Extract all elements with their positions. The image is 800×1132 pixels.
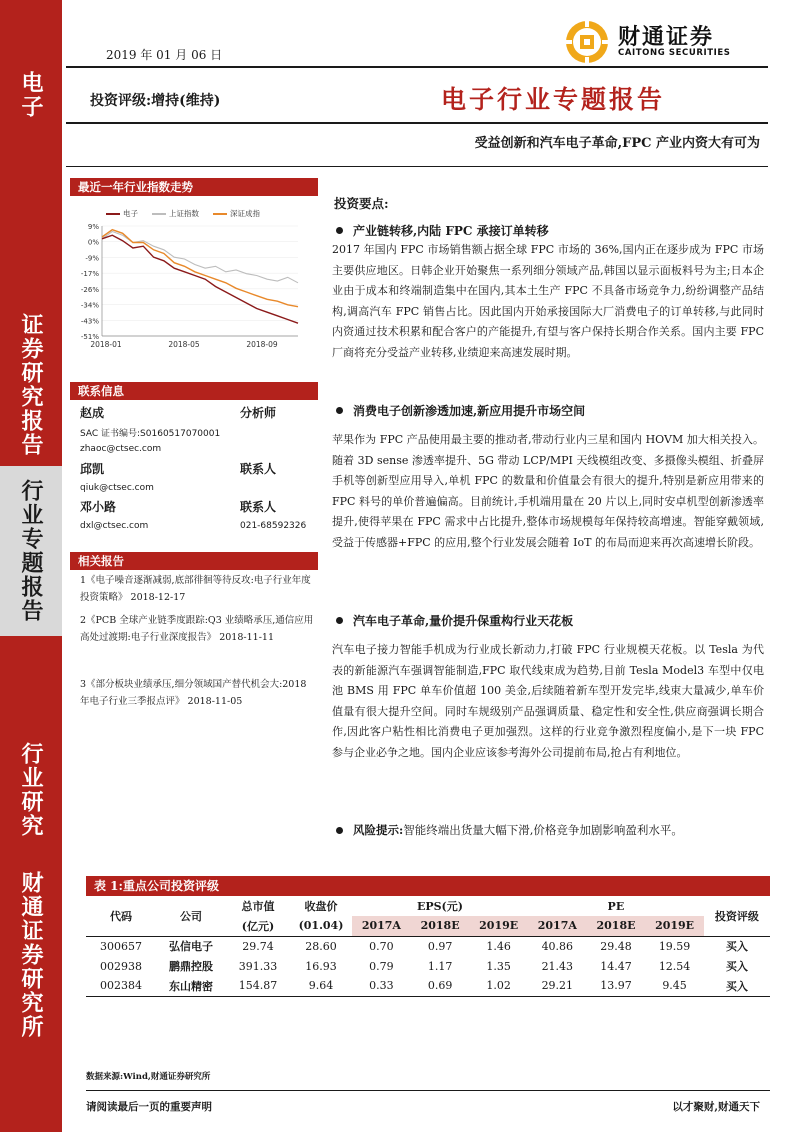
header-divider-bottom <box>66 122 768 124</box>
col-year: 2019E <box>469 916 528 936</box>
cell: 1.46 <box>486 939 511 953</box>
contact-email-2[interactable]: qiuk@ctsec.com <box>80 483 154 493</box>
logo-emblem-icon <box>562 18 612 66</box>
cell: 19.59 <box>658 939 691 953</box>
side-label-sector: 电子 <box>18 71 44 119</box>
bullet-icon <box>336 227 343 234</box>
contact-role-3: 联系人 <box>240 500 277 514</box>
related-section-title: 相关报告 <box>70 552 318 570</box>
table-row <box>86 956 770 976</box>
point-3-heading <box>332 612 573 629</box>
data-source: 数据来源:Wind,财通证券研究所 <box>86 1072 211 1082</box>
cell: 买入 <box>725 960 748 973</box>
y-tick-label: -26% <box>80 285 99 294</box>
related-report-1[interactable]: 1《电子噪音逐渐减弱,底部徘徊等待反攻:电子行业年度投资策略》 2018-12-17 <box>80 575 311 603</box>
legend-item-0 <box>106 208 138 219</box>
chart-legend <box>106 208 260 219</box>
subtitle-divider <box>66 166 768 167</box>
header-divider-top <box>66 66 768 68</box>
risk-text: 智能终端出货量大幅下滑,价格竞争加剧影响盈利水平。 <box>403 823 683 837</box>
legend-swatch-0 <box>106 213 120 215</box>
logo-subtitle: CAITONG SECURITIES <box>618 48 731 58</box>
cell: 买入 <box>725 940 748 954</box>
side-label-report-type: 行业专题报告 <box>0 466 62 636</box>
y-tick-label: -43% <box>80 317 99 326</box>
col-code: 代码 <box>86 896 156 936</box>
analyst-name-1: 赵成 <box>80 406 105 420</box>
company-rating-table <box>86 896 770 997</box>
col-eps: EPS(元) <box>416 900 463 913</box>
contact-email-3[interactable]: dxl@ctsec.com <box>80 521 149 531</box>
y-tick-label: -17% <box>80 270 99 279</box>
cell: 002384 <box>100 979 142 993</box>
contact-phone-3: 021-68592326 <box>240 521 307 531</box>
cell: 29.21 <box>541 979 574 993</box>
table-title: 表 1:重点公司投资评级 <box>86 876 770 896</box>
report-subtitle: 受益创新和汽车电子革命,FPC 产业内资大有可为 <box>474 136 760 151</box>
y-tick-label: -51% <box>80 333 99 341</box>
legend-swatch-1 <box>152 213 166 215</box>
col-year: 2019E <box>645 916 704 936</box>
legend-label-1: 上证指数 <box>169 209 199 218</box>
legend-label-0: 电子 <box>123 209 138 218</box>
cell: 0.69 <box>427 979 453 993</box>
point-3-heading-text: 汽车电子革命,量价提升保重构行业天花板 <box>353 614 574 628</box>
point-2-heading-text: 消费电子创新渗透加速,新应用提升市场空间 <box>353 404 586 418</box>
cell: 0.33 <box>369 979 394 993</box>
index-chart <box>70 208 320 360</box>
cell: 弘信电子 <box>169 940 213 954</box>
col-rating: 投资评级 <box>704 896 770 936</box>
cell: 21.43 <box>541 959 574 973</box>
cell: 28.60 <box>305 939 337 953</box>
cell: 0.70 <box>369 939 394 953</box>
point-1-text: 2017 年国内 FPC 市场销售额占据全球 FPC 市场的 36%,国内正在逐步成为 FPC 市场主要供应地区。日韩企业开始聚焦一系列细分领域产品,韩国以显示面板料号为主;日本企业由于成本和终端制造集中在国内,其本土生产 FPC 不具备市场竞争力,纷纷调整产品结构,调高汽车 FPC 销售占比。因此国内开始承接国际大厂消费电子的订单转移,与此同时内资通过技术积累和配合客户的产能提升,有望与客户保持长期合作关系。国内主要 FPC 厂商将充分受益产业转移,业绩迎来高速发展时期。 <box>332 243 764 359</box>
bullet-icon <box>336 617 343 624</box>
cell: 16.93 <box>305 959 337 973</box>
cell: 东山精密 <box>169 979 213 993</box>
col-company: 公司 <box>156 896 226 936</box>
related-report-3[interactable]: 3《部分板块业绩承压,细分领域国产替代机会大:2018 年电子行业三季报点评》 2018-11-05 <box>80 679 307 707</box>
report-title: 电子行业专题报告 <box>440 85 665 114</box>
footer-slogan: 以才聚财,财通天下 <box>672 1101 760 1113</box>
cell: 29.48 <box>600 939 632 953</box>
bullet-icon <box>336 827 343 834</box>
side-label-research: 证券研究报告 <box>18 313 44 457</box>
col-mcap-unit: (亿元) <box>226 916 290 936</box>
col-price-date: (01.04) <box>290 916 352 936</box>
cell: 300657 <box>100 939 142 953</box>
cell: 40.86 <box>541 939 574 953</box>
footer-disclaimer: 请阅读最后一页的重要声明 <box>86 1101 212 1113</box>
cell: 1.02 <box>486 979 511 993</box>
y-tick-label: -9% <box>85 254 99 263</box>
cell: 002938 <box>100 959 142 973</box>
cell: 154.87 <box>238 979 278 993</box>
point-3-text: 汽车电子接力智能手机成为行业成长新动力,打破 FPC 行业规模天花板。以 Tesla 为代表的新能源汽车强调智能制造,FPC 取代线束成为趋势,目前 Tesla Model3 车型中仅电池 BMS 用 FPC 单车价值超 100 美金,后续随着新车型开发完毕,线束大量减少,单车价值量有很大提升空间。同时车规级别产品强调质量、稳定性和安全性,供应商强调长期合作,因此客户粘性相比消费电子更加强烈。这样的行业竞争激烈程度偏小,是下一块 FPC 参与企业必争之地。国内企业应该参考海外公司提前布局,抢占有利地位。 <box>332 643 764 759</box>
footer-divider <box>86 1090 770 1091</box>
contact-role-2: 联系人 <box>240 462 277 476</box>
cell: 9.45 <box>662 979 687 993</box>
cell: 13.97 <box>600 979 632 993</box>
legend-swatch-2 <box>213 213 227 215</box>
side-label-institute: 财通证券研究所 <box>18 871 44 1039</box>
col-pe: PE <box>607 899 625 913</box>
table-row <box>86 976 770 996</box>
col-mcap: 总市值 <box>241 900 275 913</box>
index-chart-svg <box>70 220 320 360</box>
analyst-email-1[interactable]: zhaoc@ctsec.com <box>80 444 162 454</box>
legend-item-1 <box>152 208 199 219</box>
point-2-text: 苹果作为 FPC 产品使用最主要的推动者,带动行业内三星和国内 HOVM 加大相关投入。随着 3D sense 渗透率提升、5G 带动 LCP/MPI 天线模组改变、多摄像头模组、折叠屏手机等创新型应用导入,单机 FPC 的数量和价值量会有很大的提升,特别是新应用带来的 FPC 料号的单价普遍偏高。目前统计,手机端用量在 20 片以上,同时安卓机型创新渗透率提升,使得苹果在 FPC 需求中占比提升,整体市场规模每年保持较高增速。智能穿戴领域,受益于传感器+FPC 的应用,整个行业发展会随着 IoT 的布局而迎来再次高速增长阶段。 <box>332 433 764 549</box>
col-price: 收盘价 <box>304 900 338 913</box>
bullet-icon <box>336 407 343 414</box>
legend-item-2 <box>213 208 260 219</box>
cell: 0.97 <box>427 939 453 953</box>
point-1-heading-text: 产业链转移,内陆 FPC 承接订单转移 <box>353 224 549 238</box>
series-line-2 <box>102 230 298 307</box>
y-tick-label: 0% <box>87 238 99 247</box>
cell: 鹏鼎控股 <box>169 960 213 973</box>
side-label-industry: 行业研究 <box>18 742 44 838</box>
related-report-2[interactable]: 2《PCB 全球产业链季度跟踪:Q3 业绩略承压,通信应用高处过渡期:电子行业深度报告》 2018-11-11 <box>80 615 314 643</box>
index-section-title: 最近一年行业指数走势 <box>70 178 318 196</box>
risk-warning <box>332 822 683 838</box>
cell: 1.35 <box>486 959 511 973</box>
y-tick-label: -34% <box>80 301 99 310</box>
investment-rating: 投资评级:增持(维持) <box>90 93 221 109</box>
col-year: 2018E <box>587 916 646 936</box>
report-date: 2019 年 01 月 06 日 <box>106 48 223 62</box>
cell: 1.17 <box>427 959 453 973</box>
col-year: 2017A <box>528 916 587 936</box>
x-tick-label: 2018-09 <box>246 340 278 349</box>
side-band <box>0 0 62 1132</box>
point-1-heading <box>332 222 549 239</box>
table-row <box>86 936 770 956</box>
x-tick-label: 2018-05 <box>168 340 200 349</box>
x-tick-label: 2018-01 <box>90 340 122 349</box>
cell: 0.79 <box>369 959 394 973</box>
key-points-title: 投资要点: <box>334 196 389 211</box>
cell: 12.54 <box>658 959 691 973</box>
cell: 9.64 <box>308 979 334 993</box>
cell: 14.47 <box>600 959 632 973</box>
analyst-role-1: 分析师 <box>240 406 277 420</box>
contact-name-3: 邓小路 <box>80 500 117 514</box>
cell: 买入 <box>725 979 748 993</box>
company-logo <box>562 18 758 66</box>
risk-heading: 风险提示: <box>353 823 404 837</box>
logo-title: 财通证券 <box>618 25 715 50</box>
legend-label-2: 深证成指 <box>230 209 260 218</box>
cell: 29.74 <box>242 939 274 953</box>
analyst-cert-1: SAC 证书编号:S0160517070001 <box>80 429 221 439</box>
contact-name-2: 邱凯 <box>80 462 105 476</box>
cell: 391.33 <box>238 959 278 973</box>
point-2-heading <box>332 402 585 419</box>
contact-section-title: 联系信息 <box>70 382 318 400</box>
col-year: 2017A <box>352 916 411 936</box>
y-tick-label: 9% <box>87 223 99 231</box>
col-year: 2018E <box>411 916 470 936</box>
